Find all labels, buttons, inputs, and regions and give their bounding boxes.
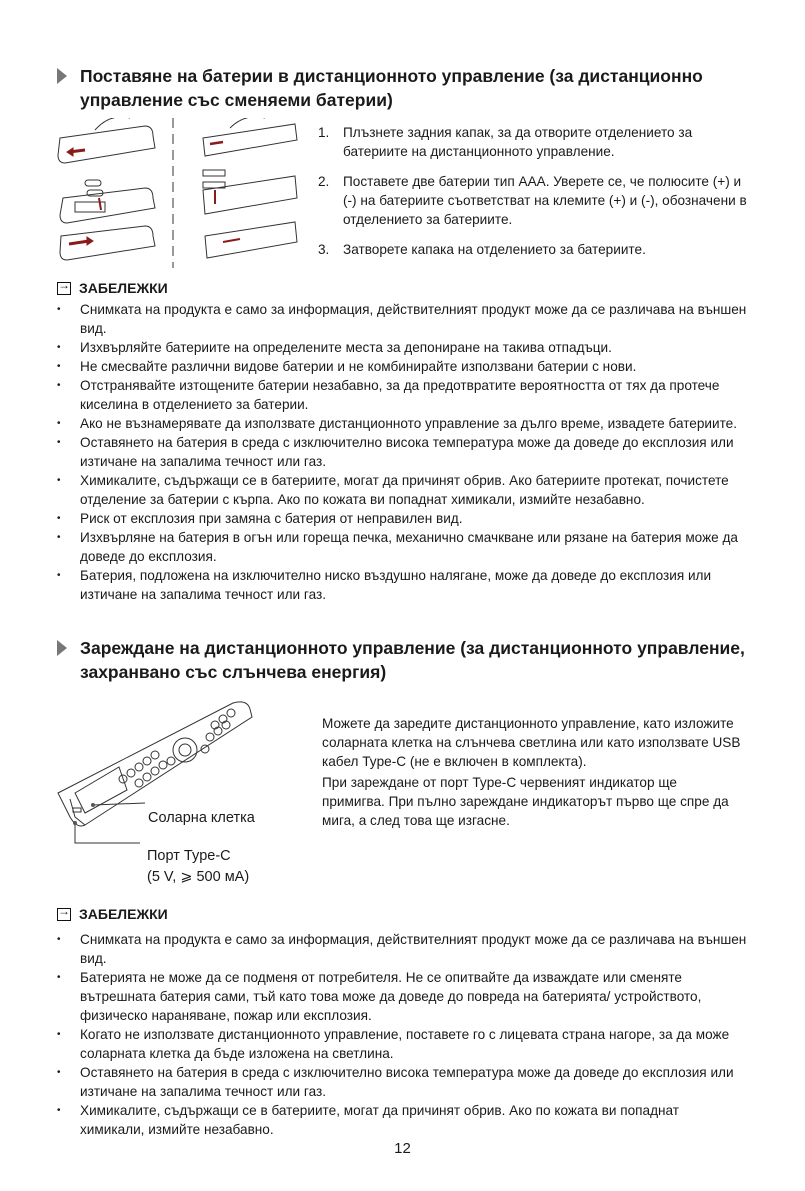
step-item xyxy=(318,240,748,259)
notes-title-text: ЗАБЕЛЕЖКИ xyxy=(79,906,168,922)
step-text: Поставете две батерии тип AAA. Уверете се, че полюсите (+) и (-) на батериите съответстват на клемите (+) и (-), обозначени в отделението за батериите. xyxy=(343,174,747,227)
notes-list xyxy=(57,300,747,604)
page-number: 12 xyxy=(394,1140,411,1157)
step-text: Затворете капака на отделението за батериите. xyxy=(343,242,646,257)
step-item xyxy=(318,123,748,161)
step-number: 1. xyxy=(318,125,330,140)
list-item: • Отстранявайте изтощените батерии незабавно, за да предотвратите вероятността от тях да протече киселина в отделението за батерии. xyxy=(57,376,747,414)
port-spec: (5 V, ⩾ 500 мA) xyxy=(147,869,250,885)
list-item: • Снимката на продукта е само за информация, действителният продукт може да се различава на външен вид. xyxy=(57,300,747,338)
list-item: • Риск от експлозия при замяна с батерия от неправилен вид. xyxy=(57,509,747,528)
list-item: • Ако не възнамерявате да използвате дистанционното управление за дълго време, извадете батериите. xyxy=(57,414,747,433)
list-item: • Батерия, подложена на изключително ниско въздушно налягане, може да доведе до експлозия или изтичане на запалима течност или газ. xyxy=(57,566,747,604)
section-marker-icon xyxy=(57,68,67,84)
notes-heading xyxy=(57,906,168,922)
note-arrow-icon xyxy=(57,908,71,921)
charging-paragraph-1: Можете да заредите дистанционното управление, като изложите соларната клетка на слънчева светлина или като използвате USB кабел Type-C (не е включен в комплекта). xyxy=(322,716,741,769)
step-item xyxy=(318,172,748,229)
section2-title: Зареждане на дистанционното управление (за дистанционното управление, захранвано със слънчева енергия) xyxy=(80,638,745,682)
list-item: • Химикалите, съдържащи се в батериите, могат да причинят обрив. Ако по кожата ви попаднат химикали, измийте незабавно. xyxy=(57,1101,747,1139)
list-item: • Изхвърляйте батериите на определените места за депониране на такива отпадъци. xyxy=(57,338,747,357)
list-item: • Снимката на продукта е само за информация, действителният продукт може да се различава на външен вид. xyxy=(57,930,747,968)
list-item: • Оставянето на батерия в среда с изключително висока температура може да доведе до експлозия или изтичане на запалима течност или газ. xyxy=(57,433,747,471)
solar-remote-illustration xyxy=(55,695,285,855)
step-number: 3. xyxy=(318,242,330,257)
charging-paragraph-2: При зареждане от порт Type-C червеният индикатор ще примигва. При пълно зареждане индикаторът първо ще спре да мига, а след това ще изгасне. xyxy=(322,775,729,828)
list-item: • Батерията не може да се подменя от потребителя. Не се опитвайте да изваждате или сменяте вътрешната батерия сами, тъй като това може да доведе до повреда на батерията/ устройството, физическо нараняване, пожар или експлозия. xyxy=(57,968,747,1025)
list-item: • Химикалите, съдържащи се в батериите, могат да причинят обрив. Ако батериите протекат, почистете отделение за батерии с кърпа. Ако по кожата ви попаднат химикали, измийте незабавно. xyxy=(57,471,747,509)
solar-cell-label: Соларна клетка xyxy=(148,810,255,826)
notes-heading xyxy=(57,280,168,296)
list-item: • Оставянето на батерия в среда с изключително висока температура може да доведе до експлозия или изтичане на запалима течност или газ. xyxy=(57,1063,747,1101)
list-item: • Когато не използвате дистанционното управление, поставете го с лицевата страна нагоре, за да може соларната клетка да бъде изложена на светлина. xyxy=(57,1025,747,1063)
notes-list xyxy=(57,930,747,1139)
list-item: • Изхвърляне на батерия в огън или гореща печка, механично смачкване или рязане на батерия може да доведе до експлозия. xyxy=(57,528,747,566)
battery-insertion-illustration xyxy=(55,118,305,268)
step-text: Плъзнете задния капак, за да отворите отделението за батериите на дистанционното управление. xyxy=(343,125,693,159)
battery-steps xyxy=(318,123,748,270)
list-item: • Не смесвайте различни видове батерии и не комбинирайте използвани батерии с нови. xyxy=(57,357,747,376)
note-arrow-icon xyxy=(57,282,71,295)
notes-title-text: ЗАБЕЛЕЖКИ xyxy=(79,280,168,296)
step-number: 2. xyxy=(318,174,330,189)
port-label: Порт Type-C xyxy=(147,848,231,864)
section1-title: Поставяне на батерии в дистанционното управление (за дистанционно управление със сменяеми батерии) xyxy=(80,66,703,110)
section-marker-icon xyxy=(57,640,67,656)
